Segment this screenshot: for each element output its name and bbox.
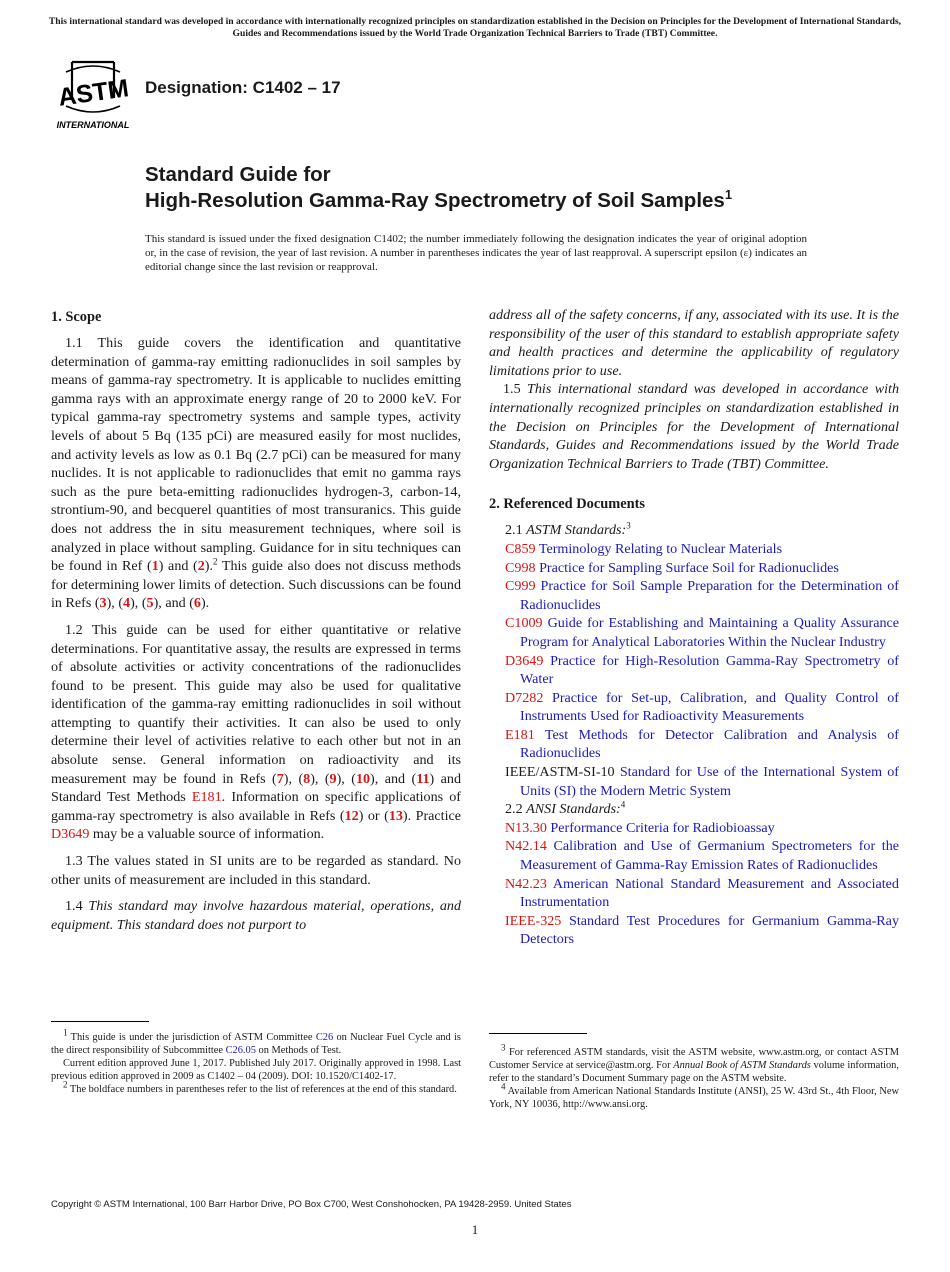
period: .: [205, 595, 210, 612]
ref-title[interactable]: Performance Criteria for Radiobioassay: [550, 819, 775, 836]
sep: , and: [158, 595, 190, 612]
ref-paren: ): [200, 595, 206, 612]
footnote-2: [51, 1079, 461, 1096]
ref-paren: ): [158, 558, 164, 575]
ref-code[interactable]: N13.30: [505, 819, 547, 836]
footnote-4: [489, 1081, 899, 1111]
ref-paren: (: [94, 595, 100, 612]
ref-code: IEEE/ASTM-SI-10: [505, 764, 615, 781]
ref-title[interactable]: Practice for Soil Sample Preparation for the Determination of Radionuclides: [520, 578, 899, 613]
ref-title[interactable]: Practice for Set-up, Calibration, and Quality Control of Instruments Used for Radioactivity Measurements: [520, 689, 899, 725]
astm-logo: [52, 58, 134, 132]
footnote-1-num: 1: [63, 1027, 68, 1038]
ansi-refs-list: [489, 819, 899, 949]
ref-paren: ): [153, 595, 159, 612]
footnote-3-italic: Annual Book of ASTM Standards: [673, 1060, 811, 1071]
ref-paren: ): [429, 770, 435, 787]
astm-refs-list: [489, 540, 899, 800]
footnote-3-text-b: volume information, refer to the standard’s Document Summary page on the ASTM website.: [489, 1060, 899, 1084]
ref-code[interactable]: IEEE-325: [505, 912, 562, 929]
ref-2-link[interactable]: 2: [197, 558, 205, 575]
ref-paren: (: [118, 595, 124, 612]
ref-d7282[interactable]: [489, 689, 899, 726]
para-1-4-continued: address all of the safety concerns, if any, associated with its use. It is the responsibility of the user of this standard to establish appropriate safety and health practices and determine the applicability of regulatory limitations prior to use.: [489, 307, 899, 379]
c26-link[interactable]: C26: [315, 1032, 334, 1043]
ref-code[interactable]: D7282: [505, 689, 544, 706]
sep: ,: [134, 595, 142, 612]
e181-link[interactable]: E181: [191, 789, 222, 806]
sep: ,: [111, 595, 119, 612]
section-2-heading: 2. Referenced Documents: [489, 496, 645, 513]
ref-paren: ), (: [283, 770, 304, 787]
ref-paren: (: [193, 558, 198, 575]
subhead-label: ASTM Standards:: [526, 522, 627, 539]
ref-paren: ), (: [310, 770, 330, 787]
ref-13-link[interactable]: 13: [388, 807, 403, 824]
astm-logo-sub: INTERNATIONAL: [56, 120, 130, 130]
footnote-2-num: 2: [63, 1079, 68, 1090]
ref-title[interactable]: Standard Test Procedures for Germanium Gamma-Ray Detectors: [520, 912, 899, 948]
ref-code[interactable]: C1009: [505, 615, 543, 632]
footnote-2-mark[interactable]: 2: [213, 556, 218, 567]
ref-title[interactable]: Standard for Use of the International System of Units (SI) the Modern Metric System: [520, 764, 899, 799]
ref-paren: ), and (: [370, 770, 417, 787]
para-1-1-text-b: This guide also does not discuss methods for determining lower limits of detection. Such discussions can be found in Refs: [51, 558, 461, 612]
ref-paren: ).: [204, 558, 213, 575]
ref-8-link[interactable]: 8: [303, 770, 311, 787]
ref-code[interactable]: N42.14: [505, 838, 547, 855]
footnote-3-num: 3: [501, 1042, 506, 1053]
footnote-4-text: Available from American National Standards Institute (ANSI), 25 W. 43rd St., 4th Floor, New York, NY 10036, http://www.ansi.org.: [489, 1086, 899, 1110]
ref-12-link[interactable]: 12: [344, 807, 359, 824]
footnotes-right: [489, 1042, 899, 1111]
tbt-notice: This international standard was developed in accordance with internationally recognized principles on standardization established in the Decision on Principles for the Development of International Standards, Guides and Recommendations issued by the World Trade Organization Technical Barriers to Trade (TBT) Committee.: [48, 16, 902, 39]
ref-9-link[interactable]: 9: [329, 770, 337, 787]
ref-title[interactable]: Practice for Sampling Surface Soil for Radionuclides: [539, 559, 839, 576]
title-line-2-wrap: [145, 188, 732, 214]
ref-paren: ): [106, 595, 112, 612]
para-1-4: [51, 897, 461, 934]
title-line-2: High-Resolution Gamma-Ray Spectrometry of Soil Samples: [145, 189, 725, 212]
ref-title[interactable]: Test Methods for Detector Calibration and Analysis of Radionuclides: [520, 726, 899, 762]
ref-code[interactable]: C999: [505, 578, 536, 595]
ref-paren: ): [402, 807, 408, 824]
ref-5-link[interactable]: 5: [146, 595, 154, 612]
footnote-1: [51, 1027, 461, 1057]
para-1-2-text-e: may be a valuable source of information.: [89, 826, 325, 843]
ref-code[interactable]: N42.23: [505, 875, 547, 892]
d3649-link[interactable]: D3649: [51, 826, 90, 843]
footnote-3: [489, 1042, 899, 1085]
para-1-5-text: This international standard was developed in accordance with internationally recognized principles on standardization established in the Decision on Principles for the Development of International Standards, Guides and Recommendations issued by the World Trade Organization Technical Barriers to Trade (TBT) Committee.: [489, 381, 899, 472]
ref-title[interactable]: American National Standard Measurement and Associated Instrumentation: [520, 875, 899, 911]
footnote-1-edition: Current edition approved June 1, 2017. Published July 2017. Originally approved in 1998. Last previous edition approved in 2009 as C1402 – 04 (2009). DOI: 10.1520/C1402-17.: [51, 1058, 461, 1082]
ref-e181[interactable]: [489, 726, 899, 763]
footnote-3-text: For referenced ASTM standards, visit the ASTM website, www.astm.org, or contact ASTM Customer Service at service@astm.org. For: [489, 1047, 899, 1071]
astm-standards-subhead: [489, 521, 899, 540]
para-1-3: 1.3 The values stated in SI units are to be regarded as standard. No other units of measurement are included in this standard.: [51, 853, 461, 888]
ref-10-link[interactable]: 10: [355, 770, 371, 787]
copyright-line: Copyright © ASTM International, 100 Barr Harbor Drive, PO Box C700, West Conshohocken, PA 19428-2959. United States: [51, 1199, 572, 1210]
conj: or: [363, 807, 385, 824]
footnote-1-text: This guide is under the jurisdiction of ASTM Committee: [70, 1032, 316, 1043]
footnote-rule-left: [51, 1021, 149, 1022]
ref-n42-14[interactable]: [489, 837, 899, 874]
issued-note: This standard is issued under the fixed designation C1402; the number immediately following the designation indicates the year of original adoption or, in the case of revision, the year of last revision. A number in parentheses indicates the year of last reapproval. A superscript epsilon (ε) indicates an editorial change since the last revision or reapproval.: [145, 233, 807, 273]
document-title: [145, 162, 732, 214]
conj: and: [163, 558, 194, 575]
ref-n13-30[interactable]: [489, 819, 899, 838]
ref-paren: ): [130, 595, 135, 612]
ref-code[interactable]: E181: [505, 726, 535, 743]
ref-paren: (: [146, 558, 152, 575]
left-column: [51, 308, 461, 934]
ref-7-link[interactable]: 7: [276, 770, 284, 787]
ref-ieee-325[interactable]: [489, 912, 899, 949]
ref-code[interactable]: C859: [505, 540, 536, 557]
para-1-4-num: 1.4: [65, 898, 89, 915]
para-1-1: [51, 334, 461, 613]
ref-3-link[interactable]: 3: [99, 595, 107, 612]
title-line-1: Standard Guide for: [145, 163, 331, 186]
ref-title[interactable]: Calibration and Use of Germanium Spectrometers for the Measurement of Gamma-Ray Emission Rates of Radionuclides: [520, 838, 899, 874]
para-1-5-num: 1.5: [503, 381, 528, 398]
ref-paren: ): [358, 807, 364, 824]
ref-code[interactable]: D3649: [505, 652, 544, 669]
ref-title[interactable]: Guide for Establishing and Maintaining a Quality Assurance Program for Analytical Laboratories Within the Nuclear Industry: [520, 615, 900, 650]
page-number: 1: [471, 1222, 479, 1237]
ref-6-link[interactable]: 6: [193, 595, 201, 612]
ref-paren: (: [339, 807, 345, 824]
ref-1-link[interactable]: 1: [151, 558, 159, 575]
ansi-standards-subhead: [489, 800, 899, 819]
ref-c859[interactable]: [489, 540, 899, 559]
title-footnote-mark[interactable]: 1: [724, 187, 733, 203]
para-1-2-text-b: and Standard Test Methods: [51, 770, 462, 806]
footnotes-left: [51, 1027, 461, 1096]
subhead-label: ANSI Standards:: [526, 801, 621, 818]
ref-c998[interactable]: [489, 559, 899, 578]
ref-paren: (: [189, 595, 194, 612]
ref-title[interactable]: Practice for High-Resolution Gamma-Ray Spectrometry of Water: [520, 652, 899, 688]
subhead-num: 2.2: [505, 801, 527, 818]
astm-logo-letters: ASTM: [56, 74, 131, 112]
para-1-2-text-c: . Information on specific applications of gamma-ray spectrometry is also available in Refs: [51, 789, 461, 824]
ref-n42-23[interactable]: [489, 875, 899, 912]
para-1-2-text-d: . Practice: [407, 807, 462, 824]
ref-c1009[interactable]: [489, 614, 899, 651]
ref-paren: (: [384, 807, 389, 824]
ref-paren: (: [272, 770, 277, 787]
footnote-2-text: The boldface numbers in parentheses refer to the list of references at the end of this standard.: [69, 1084, 457, 1095]
ref-paren: ), (: [336, 770, 356, 787]
ref-11-link[interactable]: 11: [416, 770, 430, 787]
ref-code[interactable]: C998: [505, 559, 536, 576]
ref-title[interactable]: Terminology Relating to Nuclear Materials: [538, 540, 783, 557]
section-1-heading: 1. Scope: [51, 309, 102, 325]
para-1-4-text: This standard may involve hazardous material, operations, and equipment. This standard does not purport to: [51, 898, 462, 933]
para-1-5: [489, 380, 899, 473]
ref-4-link[interactable]: 4: [123, 595, 131, 612]
footnote-1-text-b: on Nuclear Fuel Cycle and is the direct responsibility of Subcommittee: [51, 1032, 461, 1056]
footnote-4-num: 4: [501, 1081, 506, 1092]
footnote-4-mark[interactable]: 4: [620, 799, 626, 810]
footnote-rule-right: [489, 1033, 587, 1034]
subhead-num: 2.1: [505, 522, 527, 539]
footnote-1-text-c: on Methods of Test.: [255, 1045, 342, 1056]
para-1-1-text: 1.1 This guide covers the identification and quantitative determination of gamma-ray emitting radionuclides in soil samples by means of gamma-ray spectrometry. It is applicable to nuclides emitting gamma rays with an approximate energy range of 20 to 2000 keV. For typical gamma-ray spectrometry systems and sample types, activity levels of about 5 Bq (135 pCi) are measured easily for most nuclides, and activity levels as low as 0.1 Bq (2.7 pCi) can be measured for many nuclides. It is not applicable to radionuclides that emit no gamma rays such as the pure beta-emitting radionuclides hydrogen-3, carbon-14, strontium-90, and becquerel quantities of most transuranics. This guide does not address the in situ measurement techniques, where soil is analyzed in place without sampling. Guidance for in situ techniques can be found in Ref: [51, 335, 461, 575]
para-1-2: [51, 621, 461, 844]
ref-paren: (: [141, 595, 147, 612]
designation: Designation: C1402 – 17: [145, 78, 341, 97]
footnote-3-mark[interactable]: 3: [626, 520, 631, 531]
ref-d3649[interactable]: [489, 652, 899, 689]
right-column: [489, 306, 899, 949]
para-1-2-text: 1.2 This guide can be used for either quantitative or relative determinations. For quantitative assay, the results are expressed in terms of absolute activities or activity concentrations of the radionuclides found to be present. This guide may also be used for qualitative identification of the gamma-ray emitting radionuclides in soil without attempting to quantify their activities. It can also be used to only determine their level of activities relative to each other but not in an absolute sense. General information on radioactivity and its measurement may be found in Refs: [51, 621, 461, 787]
c26-05-link[interactable]: C26.05: [225, 1045, 256, 1056]
ref-ieee-astm-si-10[interactable]: [489, 763, 899, 800]
ref-c999[interactable]: [489, 577, 899, 614]
